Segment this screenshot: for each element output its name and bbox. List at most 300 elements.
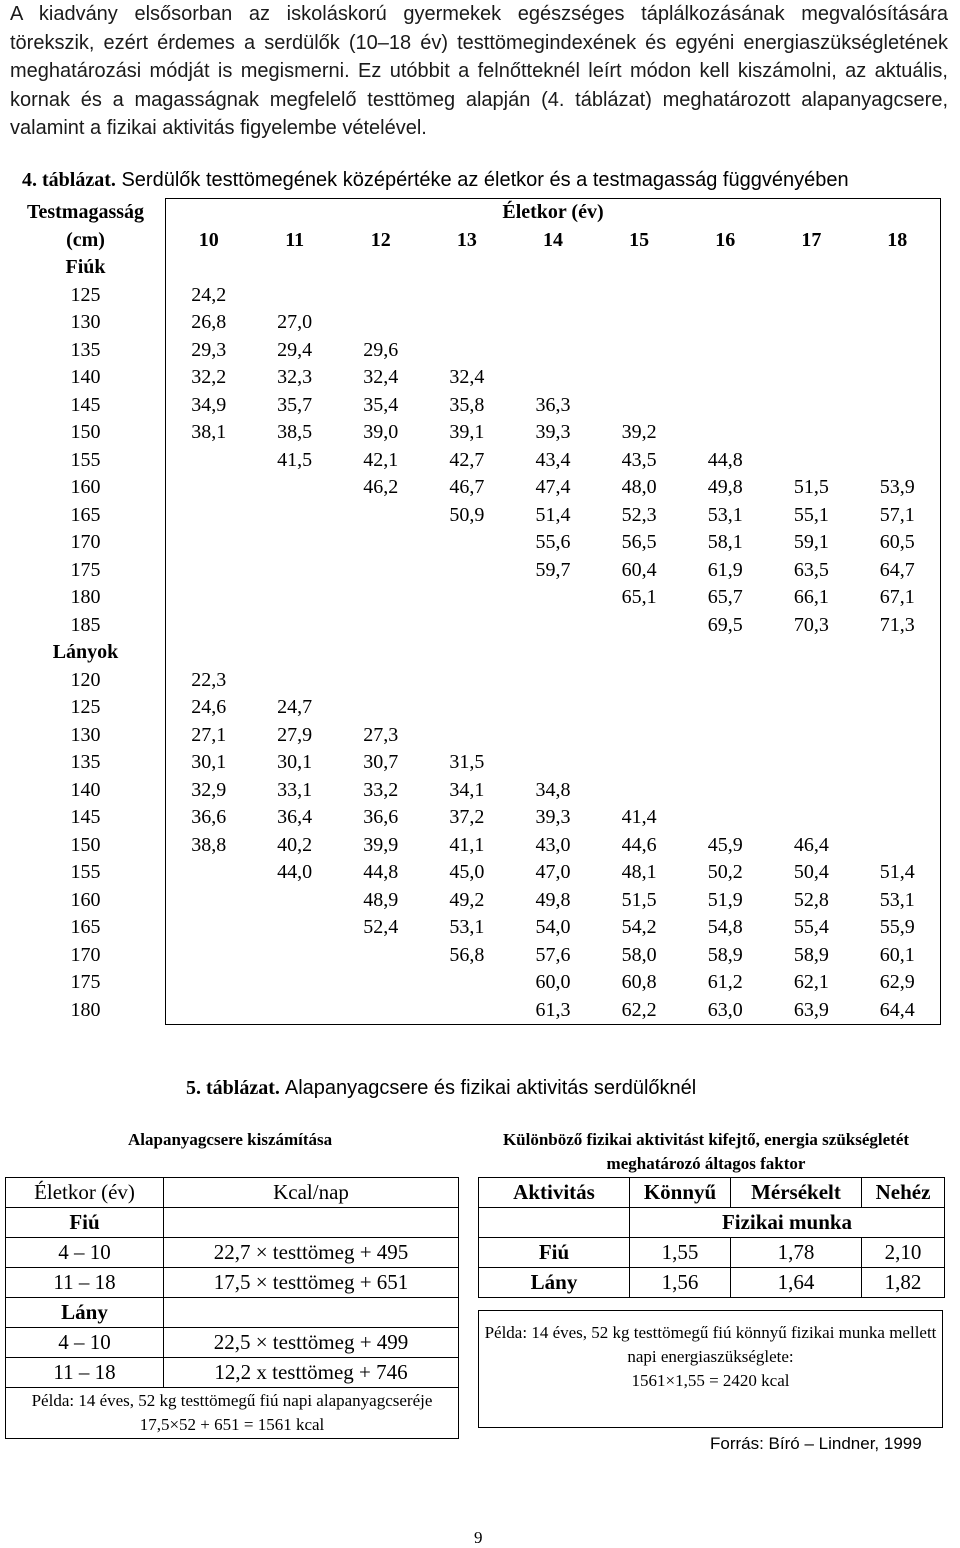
weight-cell: 58,9 bbox=[707, 943, 743, 966]
weight-cell bbox=[424, 612, 510, 640]
empty-cell bbox=[854, 639, 940, 667]
bmr-subtitle: Alapanyagcsere kiszámítása bbox=[128, 1130, 333, 1149]
weight-cell bbox=[510, 612, 596, 640]
weight-cell bbox=[166, 969, 252, 997]
weight-cell bbox=[854, 364, 940, 392]
weight-cell bbox=[682, 749, 768, 777]
empty-cell bbox=[164, 1208, 459, 1238]
weight-cell bbox=[252, 474, 338, 502]
height-cell: 140 bbox=[70, 778, 101, 801]
weight-cell: 71,3 bbox=[854, 612, 940, 640]
weight-cell: 24,6 bbox=[166, 694, 252, 722]
weight-cell: 60,0 bbox=[535, 971, 571, 994]
weight-cell bbox=[338, 942, 424, 970]
weight-cell: 47,4 bbox=[535, 476, 571, 499]
height-header: Testmagasság bbox=[26, 201, 145, 223]
weight-cell: 60,8 bbox=[621, 971, 657, 994]
height-cell: 165 bbox=[70, 503, 101, 526]
weight-cell bbox=[854, 282, 940, 310]
weight-cell bbox=[252, 584, 338, 612]
age-header-cell: 12 bbox=[370, 228, 391, 251]
table5-title: Alapanyagcsere és fizikai aktivitás serdülőknél bbox=[284, 1077, 697, 1099]
weight-cell bbox=[424, 722, 510, 750]
weight-cell: 27,3 bbox=[363, 723, 399, 746]
weight-cell: 59,1 bbox=[793, 531, 829, 554]
weight-cell: 32,9 bbox=[166, 777, 252, 805]
weight-cell: 32,4 bbox=[449, 366, 485, 389]
weight-cell: 50,9 bbox=[449, 503, 485, 526]
weight-cell: 38,1 bbox=[166, 419, 252, 447]
height-unit-header: (cm) bbox=[66, 228, 105, 251]
girl-label: Lány bbox=[6, 1298, 164, 1328]
weight-cell: 56,8 bbox=[449, 943, 485, 966]
weight-cell: 46,4 bbox=[793, 833, 829, 856]
weight-cell: 29,4 bbox=[277, 338, 313, 361]
weight-cell bbox=[424, 282, 510, 310]
height-cell: 145 bbox=[70, 806, 101, 829]
weight-cell: 33,1 bbox=[277, 778, 313, 801]
weight-cell bbox=[166, 997, 252, 1025]
weight-cell: 32,2 bbox=[166, 364, 252, 392]
weight-cell: 57,6 bbox=[535, 943, 571, 966]
weight-cell: 52,3 bbox=[621, 503, 657, 526]
weight-cell bbox=[252, 612, 338, 640]
empty-cell bbox=[682, 639, 768, 667]
weight-cell: 35,7 bbox=[277, 393, 313, 416]
empty-cell bbox=[682, 254, 768, 282]
weight-cell bbox=[768, 282, 854, 310]
weight-cell: 27,0 bbox=[277, 311, 313, 334]
boy-label: Fiú bbox=[6, 1208, 164, 1238]
weight-cell: 70,3 bbox=[793, 613, 829, 636]
weight-cell: 58,0 bbox=[621, 943, 657, 966]
table5-caption bbox=[186, 1077, 696, 1100]
weight-cell: 51,5 bbox=[793, 476, 829, 499]
empty-cell bbox=[252, 254, 338, 282]
table-row bbox=[6, 282, 941, 310]
height-cell: 130 bbox=[70, 311, 101, 334]
weight-cell bbox=[510, 364, 596, 392]
weight-cell: 27,9 bbox=[277, 723, 313, 746]
weight-cell: 49,2 bbox=[449, 888, 485, 911]
weight-cell: 36,6 bbox=[166, 804, 252, 832]
weight-cell bbox=[510, 337, 596, 365]
weight-cell: 47,0 bbox=[535, 861, 571, 884]
weight-cell: 61,9 bbox=[707, 558, 743, 581]
weight-cell bbox=[854, 392, 940, 420]
height-cell: 180 bbox=[70, 999, 101, 1021]
weight-cell: 36,6 bbox=[363, 806, 399, 829]
weight-cell: 51,5 bbox=[621, 888, 657, 911]
weight-cell bbox=[682, 419, 768, 447]
weight-cell: 62,9 bbox=[854, 969, 940, 997]
empty-cell bbox=[596, 254, 682, 282]
page-number: 9 bbox=[474, 1528, 483, 1547]
weight-cell: 54,2 bbox=[621, 916, 657, 939]
physical-work-header: Fizikai munka bbox=[630, 1208, 945, 1238]
empty-cell bbox=[510, 254, 596, 282]
weight-cell bbox=[596, 337, 682, 365]
weight-cell: 51,4 bbox=[854, 859, 940, 887]
table-row bbox=[6, 502, 941, 530]
activity-col-header: Aktivitás bbox=[479, 1178, 630, 1208]
table-row bbox=[6, 584, 941, 612]
weight-cell: 33,2 bbox=[363, 778, 399, 801]
boys-group-label: Fiúk bbox=[65, 256, 106, 279]
weight-cell: 51,4 bbox=[535, 503, 571, 526]
boy-light-factor: 1,55 bbox=[630, 1238, 731, 1268]
height-cell: 130 bbox=[70, 723, 101, 746]
weight-cell bbox=[854, 447, 940, 475]
weight-cell: 30,1 bbox=[277, 751, 313, 774]
moderate-col-header: Mérsékelt bbox=[731, 1178, 862, 1208]
boy-heavy-factor: 2,10 bbox=[862, 1238, 945, 1268]
weight-cell: 48,0 bbox=[621, 476, 657, 499]
empty-cell bbox=[338, 254, 424, 282]
weight-cell: 36,3 bbox=[535, 393, 571, 416]
table-row bbox=[6, 337, 941, 365]
weight-cell bbox=[768, 777, 854, 805]
weight-cell bbox=[768, 419, 854, 447]
weight-cell bbox=[682, 722, 768, 750]
weight-cell: 53,1 bbox=[854, 887, 940, 915]
table4-title: Serdülők testtömegének középértéke az életkor és a testmagasság függvényében bbox=[121, 169, 849, 191]
weight-cell bbox=[682, 804, 768, 832]
weight-cell: 65,1 bbox=[621, 586, 657, 609]
height-cell: 170 bbox=[70, 943, 101, 966]
weight-cell: 65,7 bbox=[707, 586, 743, 609]
weight-cell: 55,4 bbox=[793, 916, 829, 939]
height-cell: 155 bbox=[70, 861, 101, 884]
weight-cell: 39,1 bbox=[449, 421, 485, 444]
height-cell: 140 bbox=[70, 366, 101, 389]
weight-cell bbox=[166, 502, 252, 530]
height-cell: 125 bbox=[70, 283, 101, 306]
weight-cell: 64,7 bbox=[854, 557, 940, 585]
empty-cell bbox=[166, 254, 252, 282]
weight-cell bbox=[854, 749, 940, 777]
weight-cell bbox=[424, 997, 510, 1025]
height-cell: 145 bbox=[70, 393, 101, 416]
girl-age-range: 11 – 18 bbox=[6, 1358, 164, 1388]
empty-cell bbox=[166, 639, 252, 667]
weight-cell: 39,3 bbox=[535, 421, 571, 444]
weight-cell: 52,4 bbox=[363, 916, 399, 939]
weight-cell bbox=[768, 364, 854, 392]
weight-cell bbox=[252, 557, 338, 585]
activity-example bbox=[478, 1310, 943, 1428]
weight-cell bbox=[252, 969, 338, 997]
weight-cell: 34,1 bbox=[449, 778, 485, 801]
weight-cell: 42,1 bbox=[363, 448, 399, 471]
weight-cell bbox=[510, 309, 596, 337]
weight-cell: 45,0 bbox=[449, 861, 485, 884]
weight-cell: 55,6 bbox=[535, 531, 571, 554]
weight-cell bbox=[166, 942, 252, 970]
boy-formula: 22,7 × testtömeg + 495 bbox=[164, 1238, 459, 1268]
weight-cell bbox=[424, 584, 510, 612]
table-row bbox=[6, 392, 941, 420]
table-row bbox=[6, 722, 941, 750]
girl-activity-label: Lány bbox=[479, 1268, 630, 1298]
weight-cell bbox=[682, 694, 768, 722]
table-row bbox=[6, 859, 941, 887]
height-cell: 160 bbox=[70, 888, 101, 911]
weight-cell: 62,2 bbox=[596, 997, 682, 1025]
weight-cell: 38,5 bbox=[277, 421, 313, 444]
weight-cell: 29,3 bbox=[166, 337, 252, 365]
weight-cell: 36,4 bbox=[277, 806, 313, 829]
table-row bbox=[6, 612, 941, 640]
weight-cell: 46,7 bbox=[449, 476, 485, 499]
weight-cell: 50,2 bbox=[707, 861, 743, 884]
empty-cell bbox=[338, 639, 424, 667]
weight-cell: 39,9 bbox=[363, 833, 399, 856]
weight-cell: 49,8 bbox=[707, 476, 743, 499]
table-row bbox=[6, 997, 941, 1025]
age-header-cell: 18 bbox=[854, 227, 940, 255]
weight-cell: 54,8 bbox=[707, 916, 743, 939]
weight-cell: 27,1 bbox=[166, 722, 252, 750]
source-credit: Forrás: Bíró – Lindner, 1999 bbox=[710, 1434, 922, 1453]
weight-cell: 41,1 bbox=[449, 833, 485, 856]
weight-cell bbox=[854, 832, 940, 860]
weight-cell bbox=[338, 557, 424, 585]
weight-cell: 22,3 bbox=[166, 667, 252, 695]
weight-cell: 43,0 bbox=[535, 833, 571, 856]
height-cell: 155 bbox=[70, 448, 101, 471]
weight-cell bbox=[424, 337, 510, 365]
weight-cell bbox=[166, 612, 252, 640]
weight-cell: 57,1 bbox=[854, 502, 940, 530]
weight-cell: 44,0 bbox=[277, 861, 313, 884]
weight-cell bbox=[338, 997, 424, 1025]
weight-cell bbox=[166, 584, 252, 612]
height-cell: 165 bbox=[70, 916, 101, 939]
empty-cell bbox=[164, 1298, 459, 1328]
weight-cell bbox=[166, 914, 252, 942]
table-row bbox=[6, 942, 941, 970]
table-row bbox=[6, 694, 941, 722]
age-header-cell: 13 bbox=[456, 228, 477, 251]
weight-cell: 58,9 bbox=[793, 943, 829, 966]
weight-cell bbox=[166, 529, 252, 557]
weight-cell: 48,1 bbox=[621, 861, 657, 884]
weight-cell bbox=[424, 529, 510, 557]
weight-cell bbox=[166, 474, 252, 502]
weight-cell bbox=[682, 282, 768, 310]
weight-cell bbox=[854, 337, 940, 365]
weight-cell: 44,6 bbox=[621, 833, 657, 856]
weight-cell: 53,1 bbox=[449, 916, 485, 939]
table-row bbox=[6, 557, 941, 585]
weight-cell bbox=[338, 309, 424, 337]
weight-cell: 50,4 bbox=[793, 861, 829, 884]
weight-cell bbox=[854, 694, 940, 722]
weight-cell: 63,9 bbox=[768, 997, 854, 1025]
age-header: Életkor (év) bbox=[166, 199, 941, 227]
girl-heavy-factor: 1,82 bbox=[862, 1268, 945, 1298]
weight-cell: 53,1 bbox=[707, 503, 743, 526]
weight-cell bbox=[252, 914, 338, 942]
weight-cell bbox=[854, 804, 940, 832]
weight-cell bbox=[252, 997, 338, 1025]
height-cell: 125 bbox=[70, 696, 101, 719]
weight-cell bbox=[854, 667, 940, 695]
weight-cell: 41,4 bbox=[621, 806, 657, 829]
table-row bbox=[6, 667, 941, 695]
empty-cell bbox=[424, 639, 510, 667]
girl-formula: 22,5 × testtömeg + 499 bbox=[164, 1328, 459, 1358]
weight-cell: 39,3 bbox=[535, 806, 571, 829]
weight-cell bbox=[682, 667, 768, 695]
weight-cell: 55,1 bbox=[793, 503, 829, 526]
weight-cell: 56,5 bbox=[621, 531, 657, 554]
weight-cell: 60,1 bbox=[854, 942, 940, 970]
weight-cell bbox=[424, 557, 510, 585]
weight-cell bbox=[424, 667, 510, 695]
weight-cell: 41,5 bbox=[277, 448, 313, 471]
boy-age-range: 4 – 10 bbox=[6, 1238, 164, 1268]
table-row bbox=[6, 914, 941, 942]
table-row bbox=[6, 419, 941, 447]
weight-cell bbox=[252, 887, 338, 915]
weight-cell bbox=[768, 667, 854, 695]
weight-cell bbox=[338, 612, 424, 640]
empty-cell bbox=[768, 254, 854, 282]
weight-cell: 43,4 bbox=[535, 448, 571, 471]
weight-cell: 24,2 bbox=[166, 282, 252, 310]
weight-cell bbox=[768, 694, 854, 722]
activity-table bbox=[478, 1177, 945, 1298]
weight-cell bbox=[682, 392, 768, 420]
weight-cell: 60,4 bbox=[621, 558, 657, 581]
weight-cell: 66,1 bbox=[793, 586, 829, 609]
height-cell: 135 bbox=[70, 338, 101, 361]
weight-cell bbox=[768, 722, 854, 750]
weight-cell: 48,9 bbox=[363, 888, 399, 911]
weight-cell bbox=[854, 777, 940, 805]
activity-example-result: 1561×1,55 = 2420 kcal bbox=[631, 1371, 790, 1390]
table-row bbox=[6, 969, 941, 997]
bmr-table bbox=[5, 1177, 459, 1439]
weight-cell: 38,8 bbox=[166, 832, 252, 860]
weight-cell bbox=[338, 694, 424, 722]
weight-cell: 55,9 bbox=[854, 914, 940, 942]
height-cell: 175 bbox=[70, 971, 101, 994]
height-cell: 150 bbox=[70, 833, 101, 856]
weight-cell bbox=[596, 777, 682, 805]
table-row bbox=[6, 749, 941, 777]
table4-caption bbox=[22, 169, 849, 192]
weight-cell bbox=[682, 337, 768, 365]
weight-cell: 63,5 bbox=[793, 558, 829, 581]
girl-formula: 12,2 x testtömeg + 746 bbox=[164, 1358, 459, 1388]
weight-cell: 44,8 bbox=[707, 448, 743, 471]
weight-cell: 39,2 bbox=[621, 421, 657, 444]
height-cell: 180 bbox=[70, 586, 101, 609]
activity-example-text: Példa: 14 éves, 52 kg testtömegű fiú könnyű fizikai munka mellett napi energiaszükséglete: bbox=[484, 1323, 937, 1366]
weight-cell bbox=[596, 364, 682, 392]
weight-cell: 39,0 bbox=[363, 421, 399, 444]
age-header-cell: 14 bbox=[542, 228, 563, 251]
weight-cell bbox=[682, 777, 768, 805]
weight-cell: 52,8 bbox=[793, 888, 829, 911]
weight-cell bbox=[596, 694, 682, 722]
table-row bbox=[6, 887, 941, 915]
girl-light-factor: 1,56 bbox=[630, 1268, 731, 1298]
weight-cell bbox=[854, 722, 940, 750]
boy-moderate-factor: 1,78 bbox=[731, 1238, 862, 1268]
boy-activity-label: Fiú bbox=[479, 1238, 630, 1268]
weight-cell: 63,0 bbox=[682, 997, 768, 1025]
weight-cell bbox=[338, 584, 424, 612]
weight-cell: 61,2 bbox=[707, 971, 743, 994]
weight-cell: 49,8 bbox=[535, 888, 571, 911]
weight-cell bbox=[596, 309, 682, 337]
weight-cell: 30,7 bbox=[363, 751, 399, 774]
height-cell: 135 bbox=[70, 751, 101, 774]
age-header-cell: 17 bbox=[801, 228, 822, 251]
height-cell: 150 bbox=[70, 421, 101, 444]
weight-cell: 43,5 bbox=[621, 448, 657, 471]
weight-cell bbox=[510, 282, 596, 310]
bmr-example: Példa: 14 éves, 52 kg testtömegű fiú napi alapanyagcseréje 17,5×52 + 651 = 1561 kcal bbox=[6, 1388, 459, 1439]
weight-cell bbox=[768, 392, 854, 420]
weight-cell: 24,7 bbox=[277, 696, 313, 719]
weight-cell bbox=[166, 887, 252, 915]
weight-cell bbox=[166, 859, 252, 887]
table4 bbox=[6, 198, 941, 1025]
weight-cell bbox=[166, 557, 252, 585]
weight-cell bbox=[510, 722, 596, 750]
boy-formula: 17,5 × testtömeg + 651 bbox=[164, 1268, 459, 1298]
weight-cell bbox=[854, 309, 940, 337]
weight-cell bbox=[252, 667, 338, 695]
weight-cell: 35,8 bbox=[449, 393, 485, 416]
empty-cell bbox=[768, 639, 854, 667]
weight-cell bbox=[596, 722, 682, 750]
weight-cell bbox=[252, 282, 338, 310]
light-col-header: Könnyű bbox=[630, 1178, 731, 1208]
empty-cell bbox=[596, 639, 682, 667]
girl-moderate-factor: 1,64 bbox=[731, 1268, 862, 1298]
weight-cell: 32,3 bbox=[277, 366, 313, 389]
table-row bbox=[6, 529, 941, 557]
weight-cell bbox=[338, 282, 424, 310]
weight-cell bbox=[768, 447, 854, 475]
weight-cell: 29,6 bbox=[363, 338, 399, 361]
weight-cell: 51,9 bbox=[707, 888, 743, 911]
table-row bbox=[6, 777, 941, 805]
weight-cell: 37,2 bbox=[449, 806, 485, 829]
weight-cell: 46,2 bbox=[363, 476, 399, 499]
weight-cell: 32,4 bbox=[363, 366, 399, 389]
weight-cell bbox=[166, 447, 252, 475]
weight-cell bbox=[510, 667, 596, 695]
weight-cell bbox=[768, 309, 854, 337]
weight-cell bbox=[768, 337, 854, 365]
weight-cell: 34,9 bbox=[166, 392, 252, 420]
table-row bbox=[6, 309, 941, 337]
weight-cell: 61,3 bbox=[510, 997, 596, 1025]
weight-cell: 35,4 bbox=[363, 393, 399, 416]
age-header-cell: 15 bbox=[629, 228, 650, 251]
weight-cell bbox=[424, 694, 510, 722]
weight-cell: 67,1 bbox=[854, 584, 940, 612]
weight-cell bbox=[596, 392, 682, 420]
empty-cell bbox=[424, 254, 510, 282]
